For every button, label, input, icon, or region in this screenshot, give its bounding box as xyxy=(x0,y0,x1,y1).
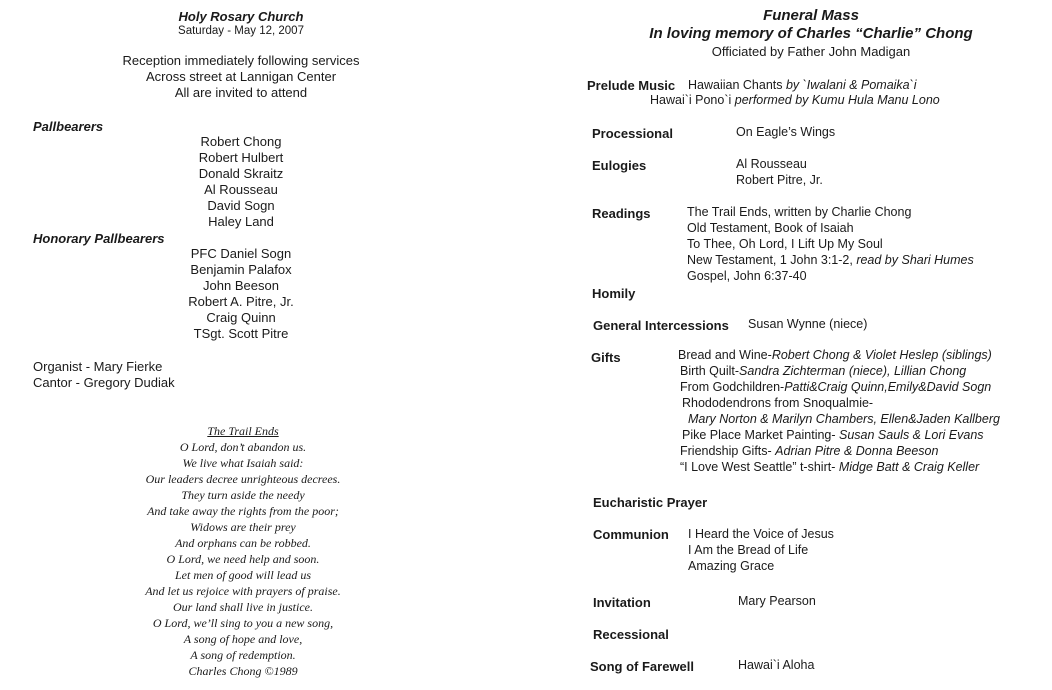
reception-line: Reception immediately following services xyxy=(122,53,360,68)
gift-givers: Patti&Craig Quinn,Emily&David Sogn xyxy=(784,380,992,394)
processional-label: Processional xyxy=(592,126,673,141)
music-ministers xyxy=(33,359,175,391)
pallbearers-heading: Pallbearers xyxy=(33,119,104,134)
list-item: Craig Quinn xyxy=(206,310,276,325)
gift-line xyxy=(678,348,992,362)
prelude-text: Hawai`i Pono`i xyxy=(650,93,735,107)
poem-line: And take away the rights from the poor; xyxy=(147,504,339,518)
list-item: Old Testament, Book of Isaiah xyxy=(687,221,854,235)
prelude-line xyxy=(688,78,917,92)
gifts-label: Gifts xyxy=(591,350,621,365)
gift-line xyxy=(680,380,991,394)
recessional-label: Recessional xyxy=(593,627,669,642)
poem-line: A song of redemption. xyxy=(190,648,296,662)
farewell-value: Hawai`i Aloha xyxy=(738,658,815,672)
invitation-label: Invitation xyxy=(593,595,651,610)
poem-line: O Lord, don’t abandon us. xyxy=(179,440,307,454)
program-title: Funeral Mass xyxy=(763,7,859,24)
honorary-list xyxy=(0,246,482,342)
eucharistic-label: Eucharistic Prayer xyxy=(593,495,708,510)
gift-line xyxy=(680,364,966,378)
list-item: Robert Hulbert xyxy=(198,150,284,165)
poem-line: And orphans can be robbed. xyxy=(175,536,311,550)
eulogies-list xyxy=(736,156,823,188)
list-item: Benjamin Palafox xyxy=(190,262,292,277)
gift-givers: Sandra Zichterman (niece), Lillian Chong xyxy=(739,364,967,378)
reception-line: All are invited to attend xyxy=(174,85,308,100)
poem-line: Our leaders decree unrighteous decrees. xyxy=(145,472,341,486)
poem-line: O Lord, we need help and soon. xyxy=(166,552,320,566)
church-name: Holy Rosary Church xyxy=(178,9,304,24)
list-item: The Trail Ends, written by Charlie Chong xyxy=(687,205,912,219)
program-subtitle: In loving memory of Charles “Charlie” Chong xyxy=(649,25,973,42)
gift-givers: Robert Chong & Violet Heslep (siblings) xyxy=(771,348,992,362)
poem-line: O Lord, we’ll sing to you a new song, xyxy=(152,616,334,630)
cantor: Cantor - Gregory Dudiak xyxy=(33,375,175,390)
reception-info xyxy=(0,53,482,101)
prelude-line xyxy=(650,93,940,107)
service-date: Saturday - May 12, 2007 xyxy=(178,25,304,37)
list-item: I Heard the Voice of Jesus xyxy=(688,527,834,541)
list-item xyxy=(687,252,974,268)
gift-line xyxy=(680,460,979,474)
gift-givers: Midge Batt & Craig Keller xyxy=(838,460,980,474)
prelude-label: Prelude Music xyxy=(587,78,676,93)
reception-line: Across street at Lannigan Center xyxy=(145,69,337,84)
invitation-value: Mary Pearson xyxy=(738,594,816,608)
list-item: Al Rousseau xyxy=(204,182,278,197)
list-item: Gospel, John 6:37-40 xyxy=(687,269,807,283)
gift-item: Birth Quilt- xyxy=(680,364,740,378)
poem-line: A song of hope and love, xyxy=(183,632,303,646)
gift-line xyxy=(680,444,938,458)
prelude-performer: performed by Kumu Hula Manu Lono xyxy=(734,93,940,107)
communion-label: Communion xyxy=(593,527,669,542)
prelude-performer: by `Iwalani & Pomaika`i xyxy=(785,78,917,92)
poem xyxy=(0,423,486,679)
gift-item: Friendship Gifts- xyxy=(680,444,776,458)
eulogies-label: Eulogies xyxy=(592,158,647,173)
poem-line: They turn aside the needy xyxy=(181,488,305,502)
list-item: John Beeson xyxy=(203,278,279,293)
poem-line: And let us rejoice with prayers of praise. xyxy=(145,584,341,598)
intercessions-label: General Intercessions xyxy=(593,318,729,333)
readings-label: Readings xyxy=(592,206,651,221)
poem-line: Widows are their prey xyxy=(190,520,296,534)
reading-text: New Testament, 1 John 3:1-2, xyxy=(687,253,857,267)
left-page xyxy=(0,0,520,690)
list-item: I Am the Bread of Life xyxy=(688,543,809,557)
gift-givers: Susan Sauls & Lori Evans xyxy=(839,428,984,442)
list-item: Robert Pitre, Jr. xyxy=(736,173,823,187)
list-item: PFC Daniel Sogn xyxy=(190,246,292,261)
readings-list xyxy=(687,204,974,284)
farewell-label: Song of Farewell xyxy=(590,659,695,674)
intercessions-value: Susan Wynne (niece) xyxy=(748,317,868,331)
gift-item: Pike Place Market Painting- xyxy=(682,428,840,442)
right-page xyxy=(526,0,1052,690)
processional-value: On Eagle’s Wings xyxy=(736,125,836,139)
poem-line: Let men of good will lead us xyxy=(175,568,311,582)
list-item: Amazing Grace xyxy=(688,559,775,573)
poem-signature: Charles Chong ©1989 xyxy=(188,664,298,678)
gift-item: From Godchildren- xyxy=(680,380,785,394)
list-item: To Thee, Oh Lord, I Lift Up My Soul xyxy=(687,237,883,251)
prelude-text: Hawaiian Chants xyxy=(688,78,786,92)
gift-item: Bread and Wine- xyxy=(678,348,772,362)
list-item: David Sogn xyxy=(207,198,275,213)
poem-line: We live what Isaiah said: xyxy=(182,456,304,470)
organist: Organist - Mary Fierke xyxy=(33,359,163,374)
gift-givers: Mary Norton & Marilyn Chambers, Ellen&Jaden Kallberg xyxy=(688,412,1000,426)
gift-item: “I Love West Seattle” t-shirt- xyxy=(680,460,839,474)
list-item: Haley Land xyxy=(208,214,274,229)
gift-line xyxy=(682,428,984,442)
homily-label: Homily xyxy=(592,286,636,301)
list-item: TSgt. Scott Pitre xyxy=(193,326,289,341)
list-item: Al Rousseau xyxy=(736,157,807,171)
communion-list xyxy=(688,526,834,574)
list-item: Robert Chong xyxy=(200,134,282,149)
pallbearers-list xyxy=(0,134,482,230)
gift-givers: Adrian Pitre & Donna Beeson xyxy=(775,444,939,458)
poem-title: The Trail Ends xyxy=(207,424,279,438)
reading-reader: read by Shari Humes xyxy=(856,253,974,267)
officiant: Officiated by Father John Madigan xyxy=(711,44,911,59)
poem-line: Our land shall live in justice. xyxy=(173,600,313,614)
list-item: Robert A. Pitre, Jr. xyxy=(188,294,294,309)
gift-line: Rhododendrons from Snoqualmie- xyxy=(682,396,874,410)
list-item: Donald Skraitz xyxy=(198,166,284,181)
honorary-heading: Honorary Pallbearers xyxy=(33,231,165,246)
